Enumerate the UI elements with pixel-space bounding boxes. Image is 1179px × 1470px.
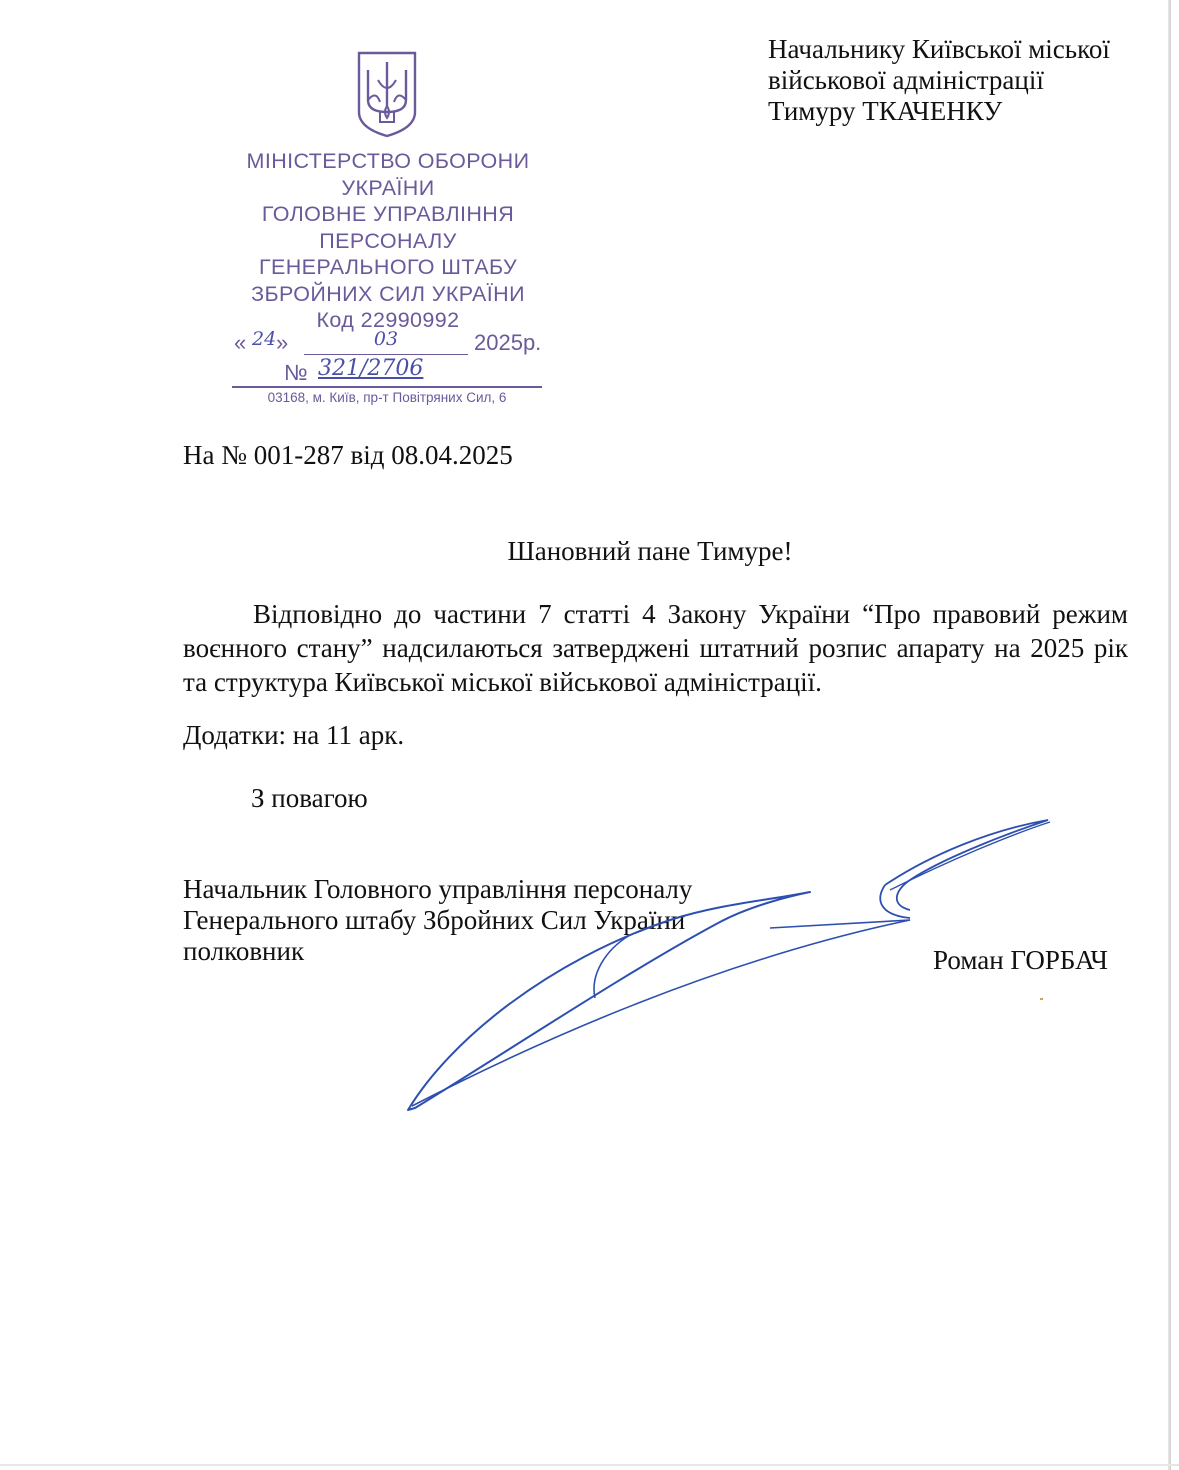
- stamp-line: ПЕРСОНАЛУ: [319, 228, 457, 253]
- signer-position-line: Начальник Головного управління персоналу: [183, 874, 693, 904]
- addressee-line: Начальнику Київської міської: [768, 34, 1110, 64]
- stamp-address: 03168, м. Київ, пр-т Повітряних Сил, 6: [267, 390, 507, 405]
- signer-name: Роман ГОРБАЧ: [933, 945, 1108, 975]
- attachments-line: Додатки: на 11 арк.: [183, 720, 405, 750]
- signer-position-line: Генерального штабу Збройних Сил України: [183, 905, 686, 935]
- stamp-date-day: 24: [252, 328, 277, 350]
- ink-speck: [1040, 998, 1043, 1000]
- stamp-date-year: 2025р.: [474, 330, 542, 355]
- stamp-line: ГЕНЕРАЛЬНОГО ШТАБУ: [258, 255, 518, 279]
- stamp-date-month: 03: [373, 328, 399, 350]
- stamp-line: ЗБРОЙНИХ СИЛ УКРАЇНИ: [251, 281, 525, 306]
- trident-coat-of-arms-icon: [356, 50, 418, 138]
- stamp-number-prefix: №: [284, 360, 308, 385]
- stamp-close-quote: »: [276, 330, 289, 355]
- stamp-divider: [232, 386, 542, 388]
- stamp-open-quote: «: [234, 330, 247, 355]
- stamp-line: ГОЛОВНЕ УПРАВЛІННЯ: [261, 202, 515, 226]
- greeting: Шановний пане Тимуре!: [507, 536, 793, 566]
- stamp-code: Код 22990992: [316, 308, 460, 332]
- signer-rank: полковник: [183, 936, 305, 966]
- addressee-name: Тимуру ТКАЧЕНКУ: [768, 96, 1003, 126]
- stamp-line: МІНІСТЕРСТВО ОБОРОНИ: [246, 149, 530, 173]
- page-bottom-edge: [0, 1464, 1179, 1466]
- addressee-block: [768, 34, 1110, 127]
- stamp-line: УКРАЇНИ: [341, 175, 435, 200]
- stamp-date-underline: [304, 354, 468, 355]
- addressee-line: військової адміністрації: [768, 65, 1044, 95]
- stamp-text: [228, 148, 548, 334]
- closing-regards: З повагою: [251, 783, 368, 813]
- stamp-number: 321/2706: [318, 356, 424, 381]
- reference-line: На № 001-287 від 08.04.2025: [183, 440, 513, 470]
- page-edge-shadow: [1168, 0, 1171, 1470]
- body-paragraph: Відповідно до частини 7 статті 4 Закону України “Про правовий режим воєнного стану” надсилаються затверджені штатний розпис апарату на 2025 рік та структура Київської міської військової адміністрації.: [183, 599, 1128, 697]
- handwritten-signature: [390, 810, 1070, 1120]
